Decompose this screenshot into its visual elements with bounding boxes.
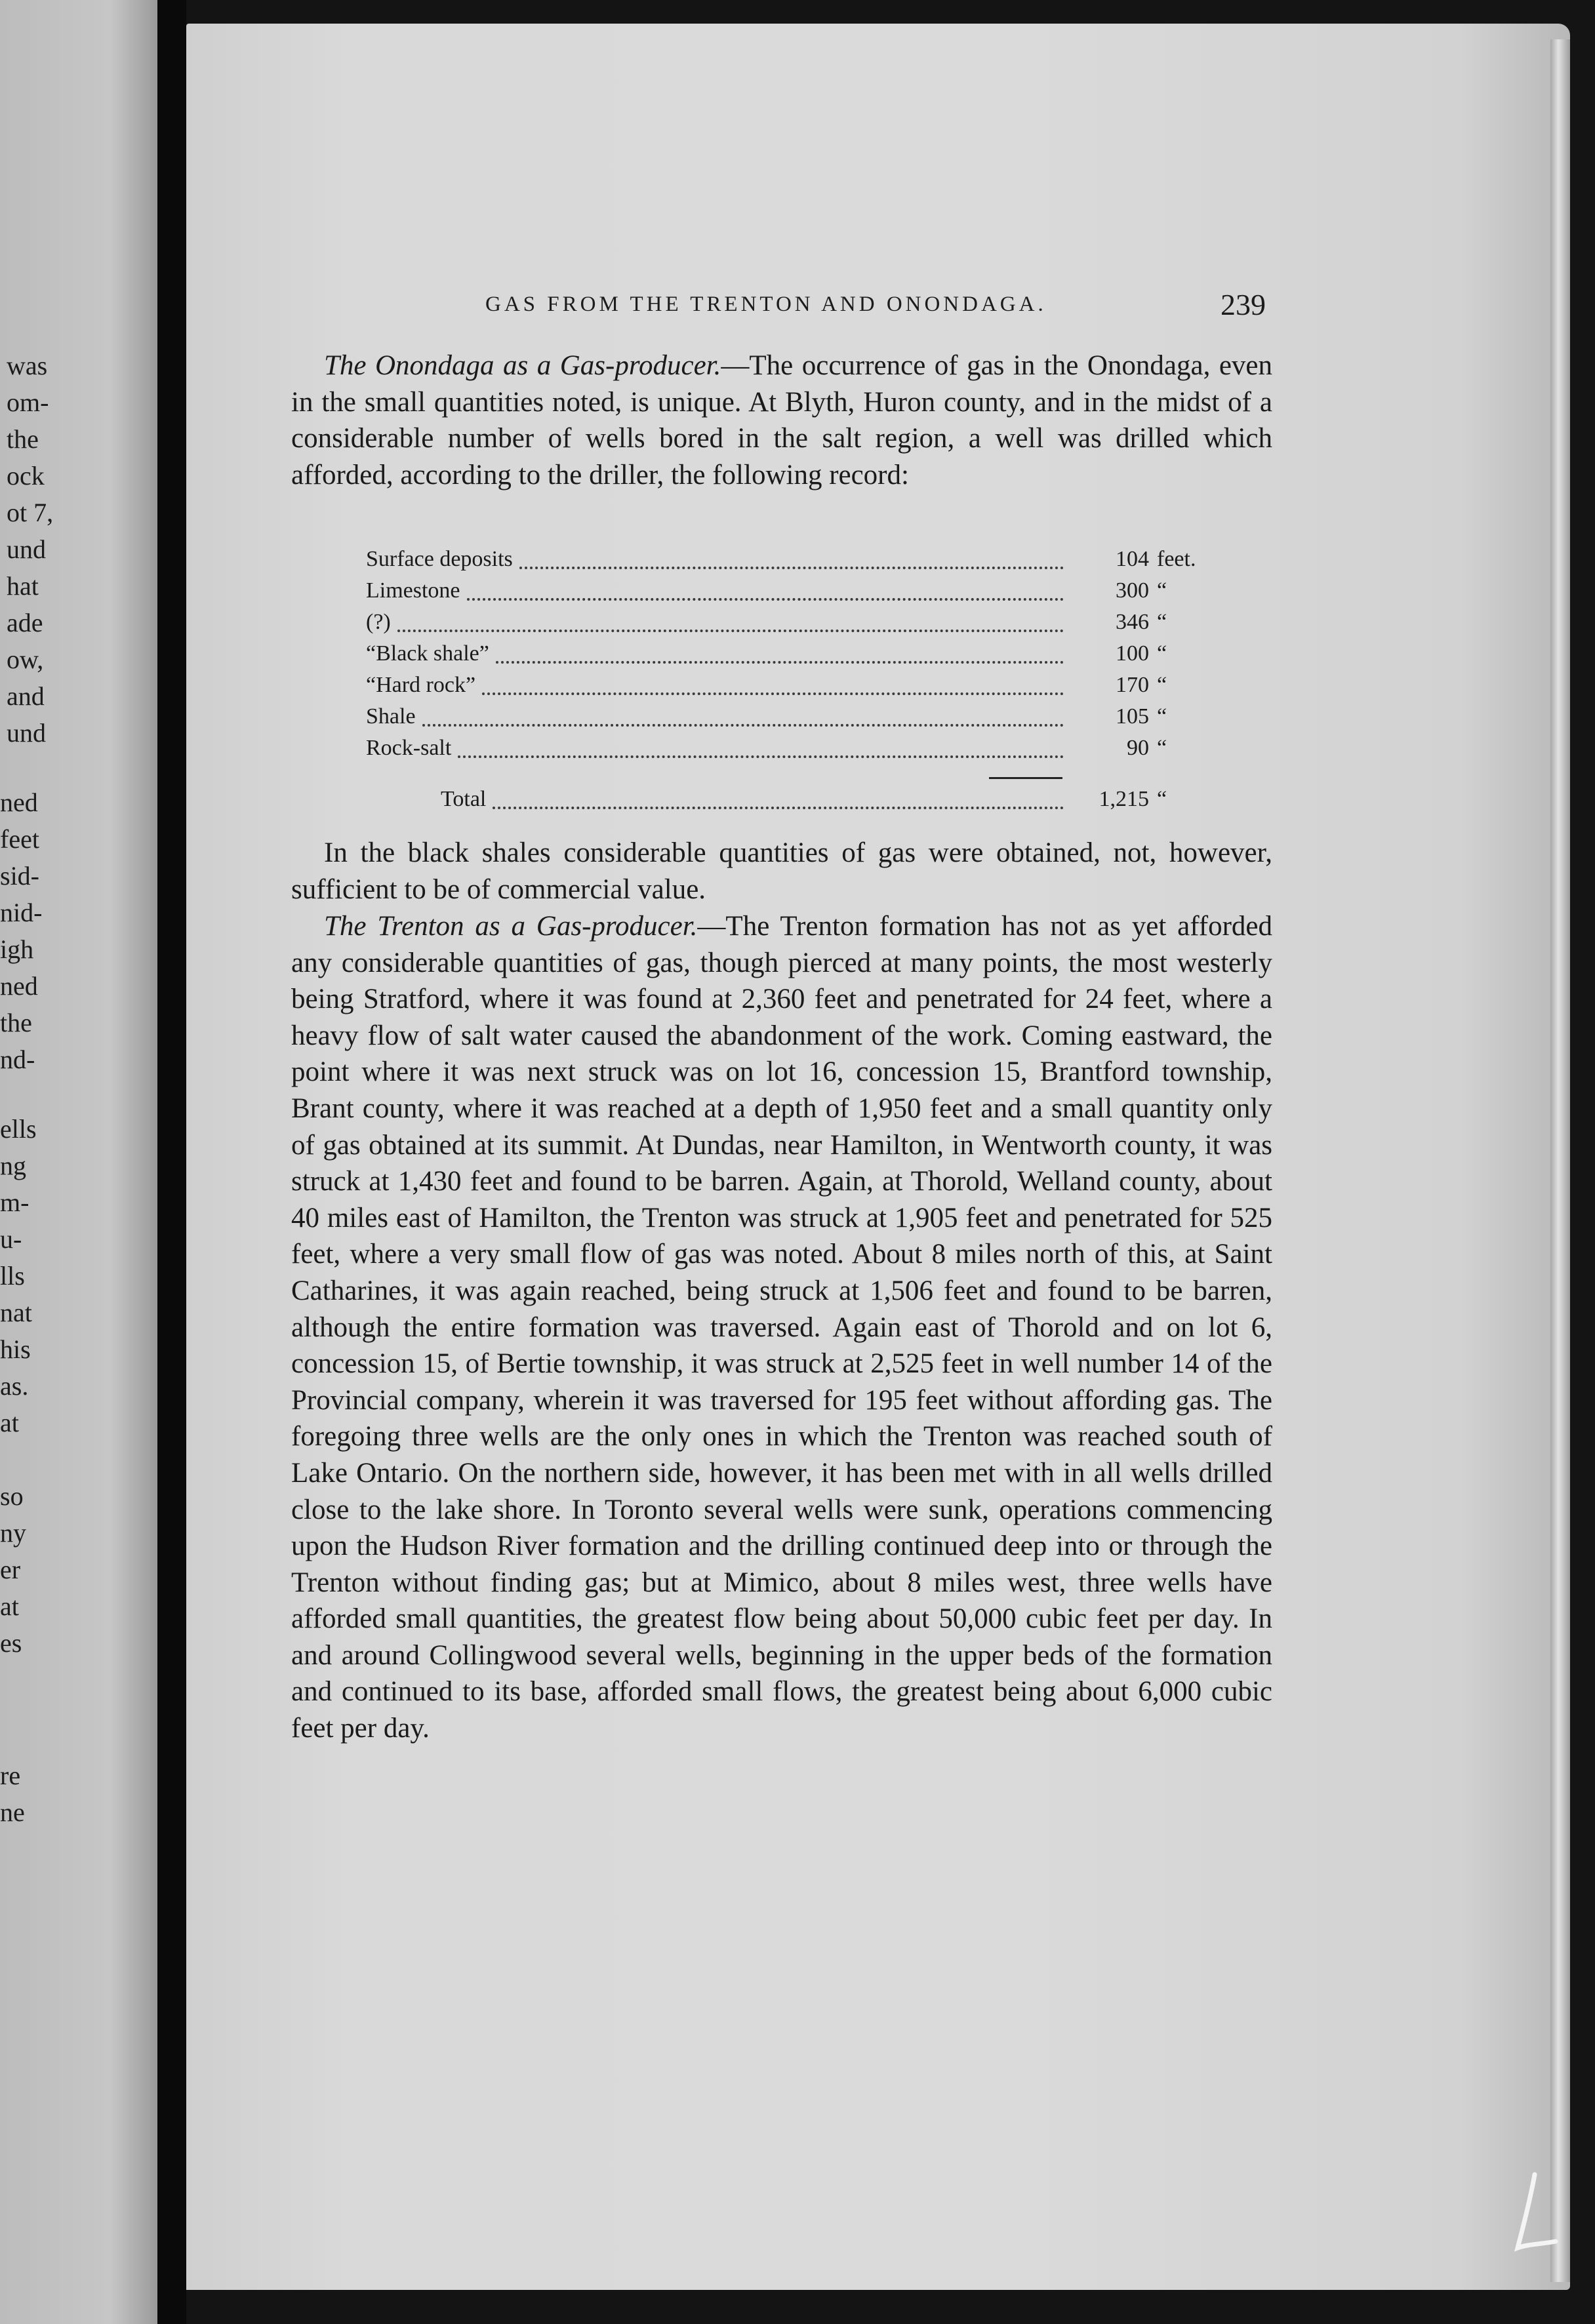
running-head <box>291 287 1272 327</box>
facing-page-text: und <box>7 534 46 564</box>
facing-page-text: hat <box>7 571 39 601</box>
facing-page-text: nat <box>0 1298 32 1327</box>
record-value: 170 <box>1116 673 1149 697</box>
record-unit: feet. <box>1157 547 1196 571</box>
dot-leader <box>482 692 1064 695</box>
record-unit: “ <box>1157 787 1167 811</box>
dot-leader <box>496 661 1064 664</box>
running-title: GAS FROM THE TRENTON AND ONONDAGA. <box>485 292 1047 316</box>
facing-page-text: lls <box>0 1261 25 1291</box>
record-value: 104 <box>1116 547 1149 571</box>
facing-page-text: igh <box>0 934 34 964</box>
facing-page-text: ned <box>0 971 38 1001</box>
dot-leader <box>422 724 1064 727</box>
facing-page-text: nd- <box>0 1045 35 1074</box>
record-unit: “ <box>1157 578 1167 603</box>
facing-page-text: as. <box>0 1371 29 1401</box>
record-value: 346 <box>1116 610 1149 634</box>
facing-page-text: er <box>0 1555 21 1584</box>
record-label: Shale <box>366 704 416 729</box>
record-value: 90 <box>1127 736 1149 760</box>
record-label: Surface deposits <box>366 547 513 571</box>
facing-page-text: es <box>0 1628 22 1658</box>
record-label: Limestone <box>366 578 460 603</box>
paragraph-trenton <box>291 908 1272 1747</box>
record-row <box>366 578 1219 610</box>
record-row <box>366 547 1219 578</box>
record-unit: “ <box>1157 704 1167 729</box>
dot-leader <box>467 598 1064 601</box>
facing-page-text: ade <box>7 608 43 637</box>
record-row <box>366 610 1219 641</box>
facing-page-text: ot 7, <box>7 498 54 527</box>
facing-page-text: m- <box>0 1188 30 1217</box>
record-label: “Black shale” <box>366 641 489 666</box>
facing-page-text: at <box>0 1408 19 1437</box>
facing-page-text: feet <box>0 824 39 854</box>
record-label: Rock-salt <box>366 736 452 760</box>
paragraph-onondaga-text: —The occurrence of gas in the Onondaga, even in the small quantities noted, is unique. At Blyth, Huron county, and in the midst of a considerable number of wells bored in the salt region, a well was drilled which afforded, according to the driller, the following record: <box>291 350 1273 491</box>
record-row <box>366 704 1219 736</box>
record-label: (?) <box>366 610 391 634</box>
dot-leader <box>397 630 1064 632</box>
facing-page-text: re <box>0 1761 21 1790</box>
facing-page-text: ng <box>0 1151 26 1180</box>
facing-page-text: so <box>0 1481 24 1511</box>
record-unit: “ <box>1157 641 1167 666</box>
dot-leader <box>519 567 1064 569</box>
record-value: 105 <box>1116 704 1149 729</box>
record-label: “Hard rock” <box>366 673 476 697</box>
paragraph-black-shales-text: In the black shales considerable quantities of gas were obtained, not, however, sufficient to be of commercial value. <box>291 837 1272 905</box>
facing-page-text: u- <box>0 1224 22 1254</box>
record-row <box>366 736 1219 767</box>
record-total-value: 1,215 <box>1099 787 1149 811</box>
record-value: 300 <box>1116 578 1149 603</box>
record-value: 100 <box>1116 641 1149 666</box>
record-unit: “ <box>1157 673 1167 697</box>
facing-page-text: his <box>0 1334 31 1364</box>
facing-page-text: the <box>0 1008 32 1037</box>
page-edge <box>1550 39 1570 2282</box>
book-gutter <box>157 0 186 2324</box>
dot-leader <box>458 755 1064 758</box>
facing-page-text: ock <box>7 461 45 491</box>
paragraph-onondaga <box>291 348 1272 493</box>
facing-page-text: and <box>7 681 45 711</box>
record-unit: “ <box>1157 736 1167 760</box>
facing-page-text: at <box>0 1592 19 1621</box>
facing-page-text: was <box>7 351 48 380</box>
record-row <box>366 673 1219 704</box>
record-unit: “ <box>1157 610 1167 634</box>
record-total-label: Total <box>441 787 487 811</box>
page-number: 239 <box>1221 288 1266 321</box>
paragraph-trenton-text: —The Trenton formation has not as yet afforded any considerable quantities of gas, though pierced at many points, the most westerly being Stratford, where it was found at 2,360 feet and penetrated for 24 feet, where a heavy flow of salt water caused the abandonment of the work. Coming eastward, the point where it was next struck was on lot 16, concession 15, Brantford township, Brant county, where it was reached at a depth of 1,950 feet and a small quantity only of gas obtained at its summit. At Dundas, near Hamilton, in Wentworth county, it was struck at 1,430 feet and found to be barren. Again, at Thorold, Welland county, about 40 miles east of Hamilton, the Trenton was struck at 1,905 feet and penetrated for 525 feet, where a very small flow of gas was noted. About 8 miles north of this, at Saint Catharines, it was again reached, being struck at 1,506 feet and found to be barren, although the entire formation was traversed. Again east of Thorold and on lot 6, concession 15, of Bertie township, it was struck at 2,525 feet in well number 14 of the Provincial company, wherein it was traversed for 195 feet without affording gas. The foregoing three wells are the only ones in which the Trenton was reached south of Lake Ontario. On the northern side, however, it has been met with in all wells drilled close to the lake shore. In Toronto several wells were sunk, operations commencing upon the Hudson River formation and the drilling continued deep into or through the Trenton without finding gas; but at Mimico, about 8 miles west, three wells have afforded small quantities, the greatest flow being about 50,000 cubic feet per day. In and around Collingwood several wells, beginning in the upper beds of the formation and continued to its base, afforded small flows, the greatest being about 6,000 cubic feet per day. <box>291 911 1272 1744</box>
dot-leader <box>493 807 1064 809</box>
facing-page-text: ned <box>0 788 38 817</box>
facing-page-fragment <box>0 0 157 2324</box>
facing-page-text: und <box>7 718 46 748</box>
record-row <box>366 641 1219 673</box>
facing-page-text: ny <box>0 1518 26 1548</box>
facing-page-text: the <box>7 424 39 454</box>
handwritten-mark <box>1508 2171 1561 2256</box>
facing-page-text: nid- <box>0 898 43 927</box>
paragraph-black-shales <box>291 835 1272 908</box>
facing-page-text: sid- <box>0 861 39 891</box>
facing-page-text: ne <box>0 1797 25 1827</box>
section-heading-trenton: The Trenton as a Gas-producer. <box>324 911 698 942</box>
facing-page-text: ow, <box>7 645 44 674</box>
facing-page-text: om- <box>7 388 49 417</box>
total-rule <box>989 777 1062 779</box>
section-heading-onondaga: The Onondaga as a Gas-producer. <box>324 350 721 381</box>
facing-page-text: ells <box>0 1114 37 1144</box>
record-total-row <box>366 787 1219 818</box>
